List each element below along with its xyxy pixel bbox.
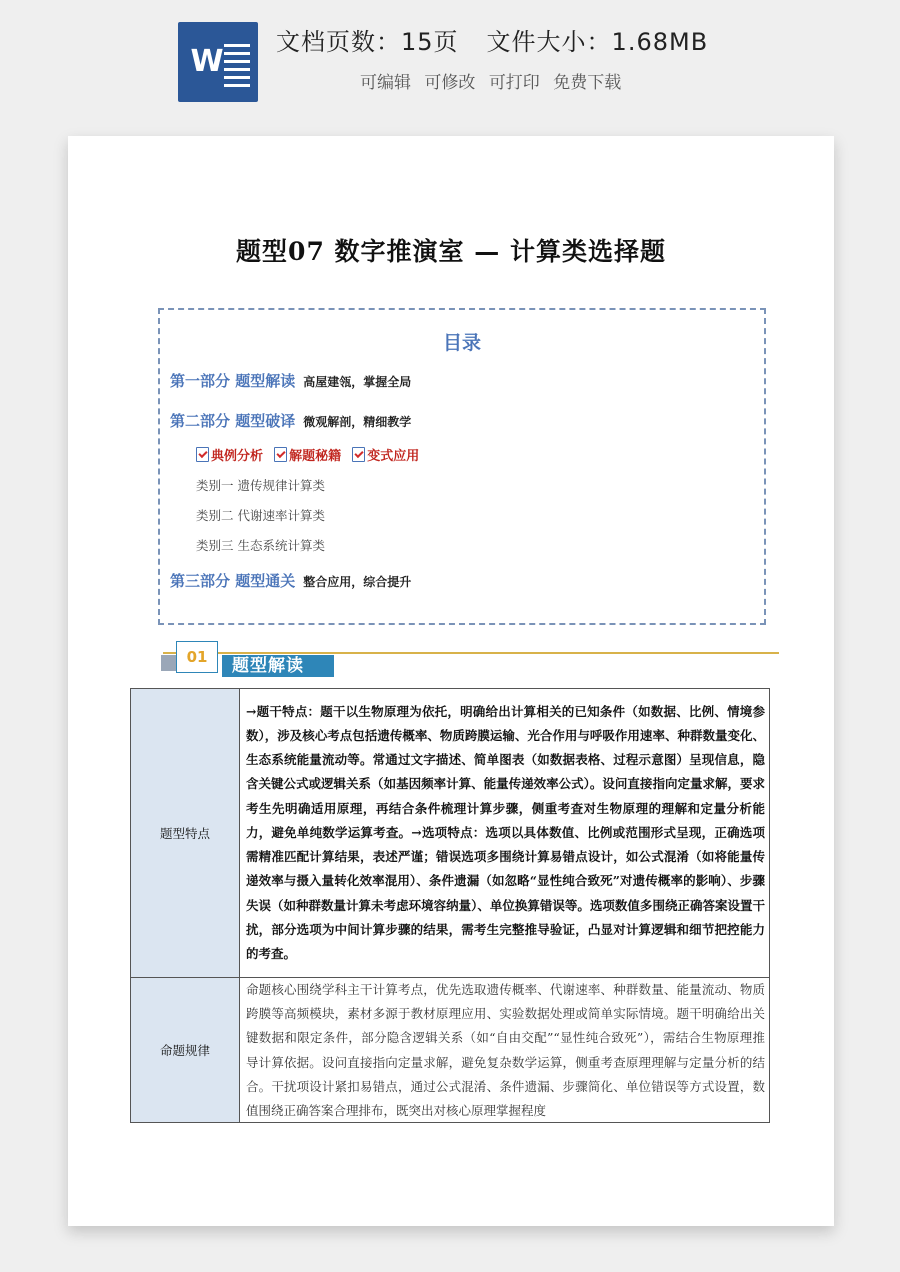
row-content: 命题核心围绕学科主干计算考点，优先选取遗传概率、代谢速率、种群数量、能量流动、物质跨膜等高频模块，素材多源于教材原理应用、实验数据处理或简单实际情境。题干明确给出关键数据和限定条件，部分隐含逻辑关系（如“自由交配”“显性纯合致死”），需结合生物原理推导计算依据。设问直接指向定量求解，避免复杂数学运算，侧重考查原理理解与定量分析的结合。干扰项设计紧扣易错点，通过公式混淆、条件遗漏、步骤简化、单位错误等方式设置，数值围绕正确答案合理排布，既突出对核心原理掌握程度: [246, 982, 765, 1119]
checked-document-icon: [196, 447, 209, 462]
word-logo-letter: W: [190, 44, 224, 79]
toc-part-subtitle: 高屋建瓴，掌握全局: [303, 375, 412, 389]
toc-link-variant[interactable]: 变式应用: [352, 444, 419, 464]
action-printable: 可打印: [488, 73, 540, 93]
section-title: 题型解读: [222, 655, 334, 677]
section-accent: [161, 655, 176, 671]
toc-category-1[interactable]: 类别一 遗传规律计算类: [196, 478, 325, 493]
toc-link-tips[interactable]: 解题秘籍: [274, 444, 341, 464]
section-number: 01: [176, 641, 218, 673]
toc-part-subtitle: 整合应用，综合提升: [303, 575, 412, 589]
document-title: 题型07 数字推演室 — 计算类选择题: [236, 237, 666, 266]
toc-category-3[interactable]: 类别三 生态系统计算类: [196, 538, 325, 553]
action-modifiable: 可修改: [424, 73, 476, 93]
toc-part-1[interactable]: [170, 370, 411, 391]
toc-part-3[interactable]: [170, 570, 411, 591]
table-of-contents: [158, 308, 766, 625]
checked-document-icon: [352, 447, 365, 462]
row-header: 题型特点: [131, 689, 240, 978]
toc-part-title: 第二部分 题型破译: [170, 412, 296, 430]
document-info: [276, 22, 708, 57]
row-header: 命题规律: [131, 978, 240, 1123]
toc-part-title: 第一部分 题型解读: [170, 372, 296, 390]
download-banner: [0, 0, 900, 120]
document-actions: [360, 68, 629, 93]
table-row: [131, 978, 770, 1123]
toc-link-example[interactable]: 典例分析: [196, 444, 263, 464]
page-count: 文档页数：15页: [276, 28, 459, 56]
interpretation-table: [130, 688, 770, 1123]
toc-part-2[interactable]: [170, 410, 411, 431]
action-editable: 可编辑: [360, 73, 411, 93]
section-divider: [163, 652, 779, 654]
table-row: [131, 689, 770, 978]
toc-heading: 目录: [442, 332, 481, 354]
toc-part-subtitle: 微观解剖，精细教学: [303, 415, 412, 429]
checked-document-icon: [274, 447, 287, 462]
row-content: →题干特点：题干以生物原理为依托，明确给出计算相关的已知条件（如数据、比例、情境参数），涉及核心考点包括遗传概率、物质跨膜运输、光合作用与呼吸作用速率、种群数量变化、生态系统能量流动等。常通过文字描述、简单图表（如数据表格、过程示意图）呈现信息，隐含关键公式或逻辑关系（如基因频率计算、能量传递效率公式）。设问直接指向定量求解，要求考生先明确适用原理，再结合条件梳理计算步骤，侧重考查对生物原理的理解和定量分析能力，避免单纯数学运算考查。→选项特点：选项以具体数值、比例或范围形式呈现，正确选项需精准匹配计算结果，表述严谨；错误选项多围绕计算易错点设计，如公式混淆（如将能量传递效率与摄入量转化效率混用）、条件遗漏（如忽略“显性纯合致死”对遗传概率的影响）、步骤失误（如种群数量计算未考虑环境容纳量）、单位换算错误等。选项数值多围绕正确答案设置干扰，部分选项为中间计算步骤的结果，需考生完整推导验证，凸显对计算逻辑和细节把控能力的考查。: [240, 689, 770, 978]
file-size: 文件大小：1.68MB: [486, 28, 709, 56]
toc-part-title: 第三部分 题型通关: [170, 572, 296, 590]
toc-subsection-links: [196, 444, 425, 464]
toc-category-2[interactable]: 类别二 代谢速率计算类: [196, 508, 325, 523]
document-page: [68, 136, 834, 1226]
action-free-download[interactable]: 免费下载: [553, 73, 622, 93]
word-document-icon: [178, 22, 258, 102]
